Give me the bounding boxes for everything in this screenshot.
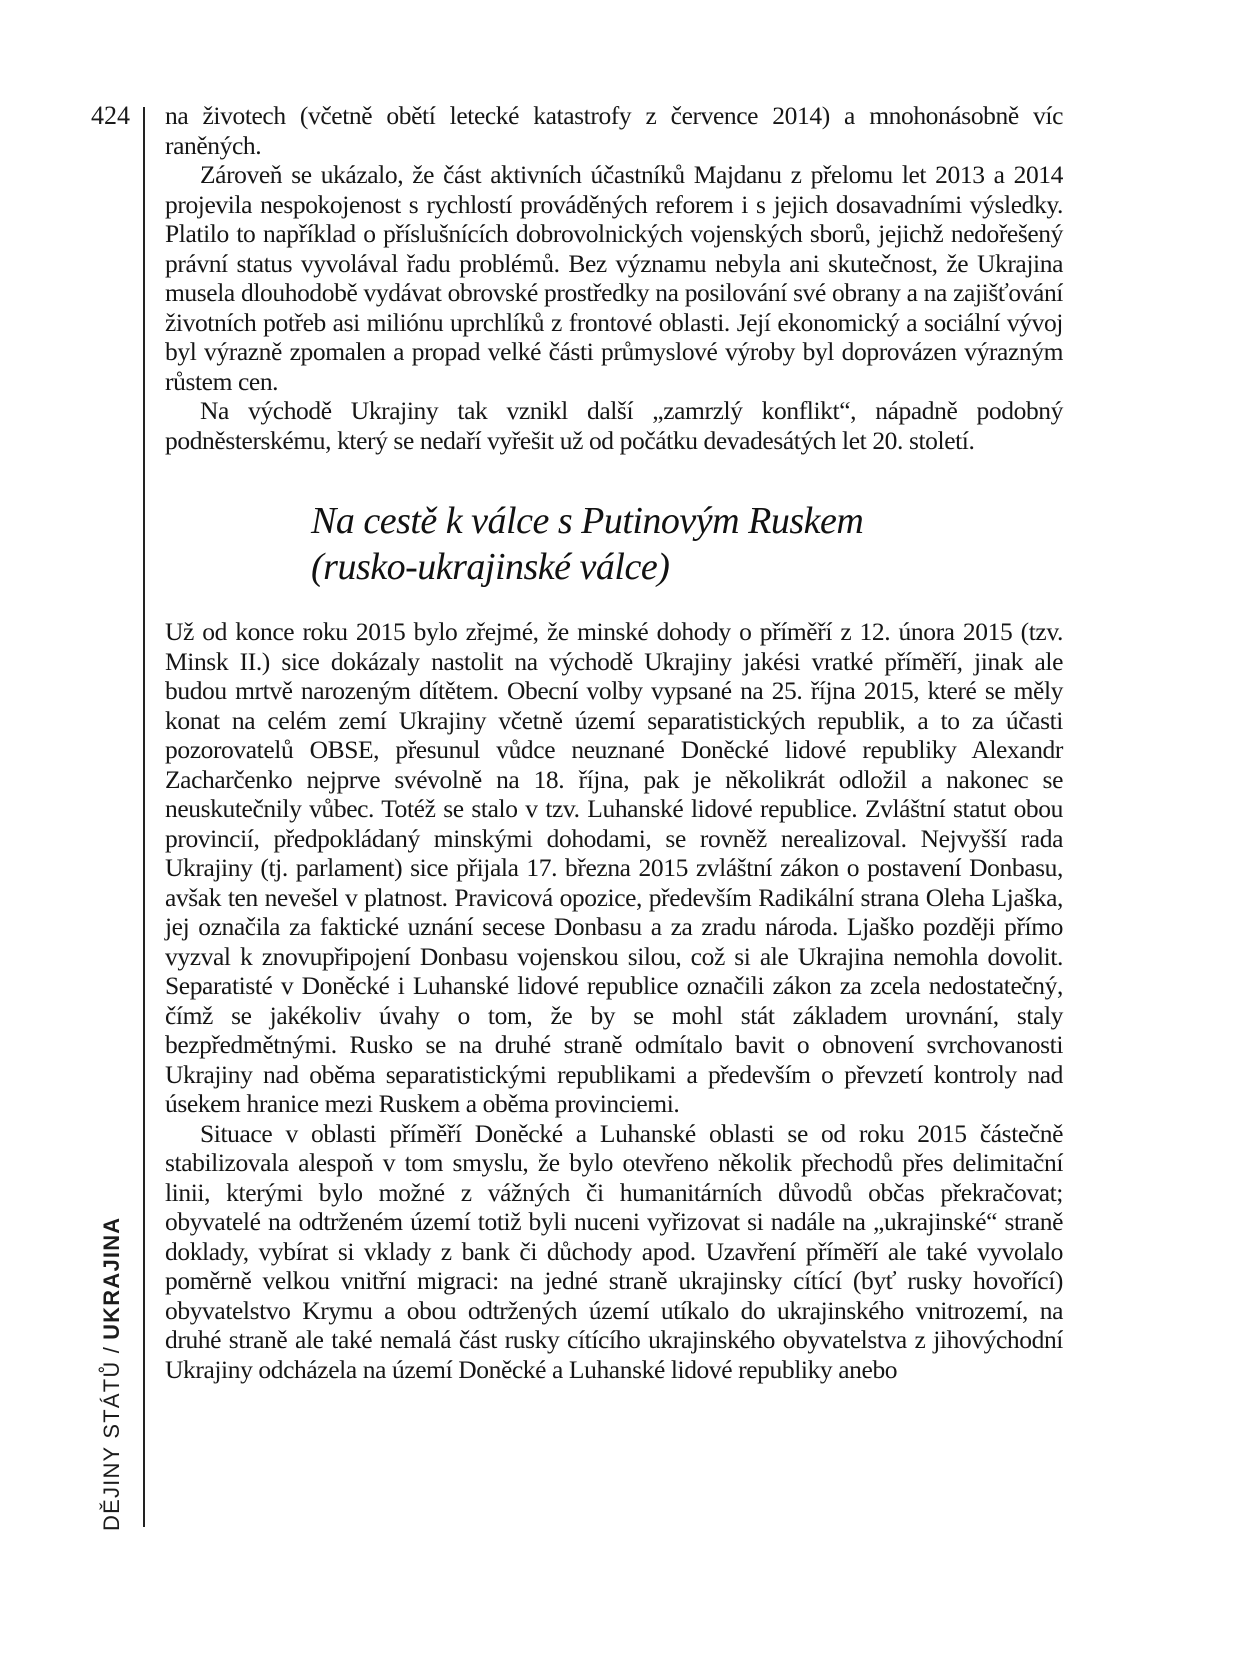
volume-title-label: UKRAJINA [99,1216,124,1340]
margin-divider-rule [143,107,145,1527]
page-number: 424 [91,101,130,130]
series-title-label: DĚJINY STÁTŮ / [99,1345,124,1531]
body-paragraph: Zároveň se ukázalo, že část aktivních účastníků Majdanu z přelomu let 2013 a 2014 projevila nespokojenost s rychlostí prováděných reforem i s jejich dosavadními výsledky. Platilo to například o příslušnících dobrovolnických vojenských sborů, jejichž nedořešený právní status vyvolával řadu problémů. Bez významu nebyla ani skutečnost, že Ukrajina musela dlouhodobě vydávat obrovské prostředky na posilování své obrany a na zajišťování životních potřeb asi miliónu uprchlíků z frontové oblasti. Její ekonomický a sociální vývoj byl výrazně zpomalen a propad velké části průmyslové výroby byl doprovázen výrazným růstem cen. [165,160,1063,396]
body-paragraph: na životech (včetně obětí letecké katastrofy z července 2014) a mnohonásobně víc raněných. [165,101,1063,160]
section-heading [311,498,1063,590]
body-paragraph: Na východě Ukrajiny tak vznikl další „zamrzlý konflikt“, nápadně podobný podněsterskému, který se nedaří vyřešit už od počátku devadesátých let 20. století. [165,396,1063,455]
body-paragraph: Už od konce roku 2015 bylo zřejmé, že minské dohody o příměří z 12. února 2015 (tzv. Minsk II.) sice dokázaly nastolit na východě Ukrajiny jakési vratké příměří, jinak ale budou mrtvě narozeným dítětem. Obecní volby vypsané na 25. října 2015, které se měly konat na celém zemí Ukrajiny včetně území separatistických republik, a to za účasti pozorovatelů OBSE, přesunul vůdce neuznané Doněcké lidové republiky Alexandr Zacharčenko nejprve svévolně na 18. října, pak je několikrát odložil a nakonec se neuskutečnily vůbec. Totéž se stalo v tzv. Luhanské lidové republice. Zvláštní statut obou provincií, předpokládaný minskými dohodami, se rovněž nerealizoval. Nejvyšší rada Ukrajiny (tj. parlament) sice přijala 17. března 2015 zvláštní zákon o postavení Donbasu, avšak ten nevešel v platnost. Pravicová opozice, především Radikální strana Oleha Ljaška, jej označila za faktické uznání secese Donbasu a za zradu národa. Ljaško později přímo vyzval k znovupřipojení Donbasu vojenskou silou, což si ale Ukrajina nemohla dovolit. Separatisté v Doněcké i Luhanské lidové republice označili zákon za zcela nedostatečný, čímž se jakékoliv úvahy o tom, že by se mohl stát základem urovnání, staly bezpředmětnými. Rusko se na druhé straně odmítalo bavit o obnovení svrchovanosti Ukrajiny nad oběma separatistickými republikami a především o převzetí kontroly nad úsekem hranice mezi Ruskem a oběma provinciemi. [165,617,1063,1118]
body-paragraph: Situace v oblasti příměří Doněcké a Luhanské oblasti se od roku 2015 částečně stabilizovala alespoň v tom smyslu, že bylo otevřeno několik přechodů přes delimitační linii, kterými bylo možné z vážných či humanitárních důvodů občas překračovat; obyvatelé na odtrženém území totiž byli nuceni vyřizovat si nadále na „ukrajinské“ straně doklady, vybírat si vklady z bank či důchody apod. Uzavření příměří ale také vyvolalo poměrně velkou vnitřní migraci: na jedné straně ukrajinsky cítící (byť rusky hovořící) obyvatelstvo Krymu a obou odtržených území utíkalo do ukrajinského vnitrozemí, na druhé straně ale také nemalá část rusky cítícího ukrajinského obyvatelstva z jihovýchodní Ukrajiny odcházela na území Doněcké a Luhanské lidové republiky anebo [165,1118,1063,1384]
sidebar-vertical-label [99,1217,125,1531]
section-heading-line-2: (rusko-ukrajinské válce) [311,546,670,588]
body-text-column [165,101,1063,1384]
section-heading-line-1: Na cestě k válce s Putinovým Ruskem [311,500,864,542]
